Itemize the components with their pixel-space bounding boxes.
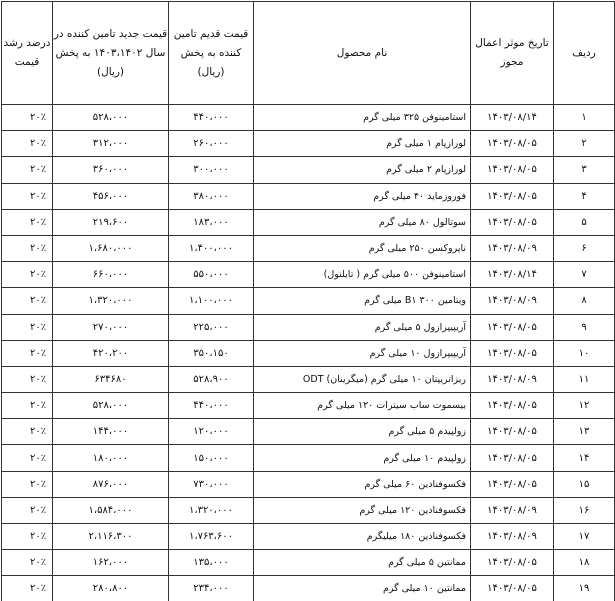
- cell-row-number: ۹: [554, 314, 615, 340]
- cell-old-price: ۱،۳۲۰،۰۰۰: [169, 497, 254, 523]
- cell-product-name: استامینوفن ۵۰۰ میلی گرم ( تایلنول): [254, 262, 471, 288]
- cell-effective-date: ۱۴۰۳/۰۸/۰۹: [471, 524, 554, 550]
- cell-old-price: ۳۰۰،۰۰۰: [169, 157, 254, 183]
- header-effective-date: تاریخ موثر اعمال مجوز: [471, 2, 554, 105]
- cell-product-name: فکسوفنادین ۶۰ میلی گرم: [254, 471, 471, 497]
- cell-row-number: ۱۲: [554, 393, 615, 419]
- cell-new-price: ۸۷۶،۰۰۰: [53, 471, 169, 497]
- cell-row-number: ۶: [554, 235, 615, 261]
- cell-growth: ۲۰٪: [2, 393, 53, 419]
- cell-old-price: ۱۵۰،۰۰۰: [169, 445, 254, 471]
- cell-product-name: زولپیدم ۱۰ میلی گرم: [254, 445, 471, 471]
- cell-new-price: ۴۵۶،۰۰۰: [53, 183, 169, 209]
- cell-new-price: ۳۱۲،۰۰۰: [53, 131, 169, 157]
- cell-old-price: ۷۳۰،۰۰۰: [169, 471, 254, 497]
- cell-new-price: ۲۱۹،۶۰۰: [53, 209, 169, 235]
- cell-product-name: آریپیپرازول ۱۰ میلی گرم: [254, 340, 471, 366]
- cell-row-number: ۱۸: [554, 550, 615, 576]
- cell-new-price: ۱۴۴،۰۰۰: [53, 419, 169, 445]
- table-row: [2, 131, 615, 157]
- cell-effective-date: ۱۴۰۳/۰۸/۰۵: [471, 157, 554, 183]
- cell-new-price: ۱،۶۸۰،۰۰۰: [53, 235, 169, 261]
- cell-growth: ۲۰٪: [2, 183, 53, 209]
- cell-old-price: ۱،۱۰۰،۰۰۰: [169, 288, 254, 314]
- header-growth: درصد رشد قیمت: [2, 2, 53, 105]
- table-row: [2, 157, 615, 183]
- header-product-name: نام محصول: [254, 2, 471, 105]
- cell-growth: ۲۰٪: [2, 550, 53, 576]
- cell-new-price: ۵۲۸،۰۰۰: [53, 393, 169, 419]
- cell-row-number: ۱۴: [554, 445, 615, 471]
- cell-old-price: ۱۸۳،۰۰۰: [169, 209, 254, 235]
- cell-old-price: ۵۵۰،۰۰۰: [169, 262, 254, 288]
- cell-effective-date: ۱۴۰۳/۰۸/۰۵: [471, 576, 554, 601]
- table-row: [2, 288, 615, 314]
- cell-product-name: لورازپام ۲ میلی گرم: [254, 157, 471, 183]
- cell-old-price: ۴۴۰،۰۰۰: [169, 393, 254, 419]
- header-row: [2, 2, 615, 105]
- cell-growth: ۲۰٪: [2, 524, 53, 550]
- cell-old-price: ۱،۷۶۳،۶۰۰: [169, 524, 254, 550]
- cell-old-price: ۱،۴۰۰،۰۰۰: [169, 235, 254, 261]
- cell-row-number: ۸: [554, 288, 615, 314]
- cell-growth: ۲۰٪: [2, 131, 53, 157]
- table-row: [2, 576, 615, 601]
- cell-product-name: فکسوفنادین ۱۲۰ میلی گرم: [254, 497, 471, 523]
- table-row: [2, 524, 615, 550]
- cell-growth: ۲۰٪: [2, 209, 53, 235]
- cell-old-price: ۴۴۰،۰۰۰: [169, 105, 254, 131]
- cell-new-price: ۳۶۰،۰۰۰: [53, 157, 169, 183]
- cell-effective-date: ۱۴۰۳/۰۸/۰۹: [471, 288, 554, 314]
- cell-effective-date: ۱۴۰۳/۰۸/۰۵: [471, 209, 554, 235]
- cell-effective-date: ۱۴۰۳/۰۸/۰۵: [471, 314, 554, 340]
- table-row: [2, 340, 615, 366]
- table-body: [2, 105, 615, 601]
- table-row: [2, 471, 615, 497]
- cell-old-price: ۲۲۵،۰۰۰: [169, 314, 254, 340]
- cell-row-number: ۴: [554, 183, 615, 209]
- cell-effective-date: ۱۴۰۳/۰۸/۰۵: [471, 183, 554, 209]
- cell-product-name: بیسموت ساب سیترات ۱۲۰ میلی گرم: [254, 393, 471, 419]
- cell-growth: ۲۰٪: [2, 105, 53, 131]
- cell-growth: ۲۰٪: [2, 157, 53, 183]
- cell-effective-date: ۱۴۰۳/۰۸/۱۴: [471, 262, 554, 288]
- cell-effective-date: ۱۴۰۳/۰۸/۱۴: [471, 105, 554, 131]
- cell-product-name: فوروزماید ۴۰ میلی گرم: [254, 183, 471, 209]
- table-row: [2, 209, 615, 235]
- cell-new-price: ۱۸۰،۰۰۰: [53, 445, 169, 471]
- table-row: [2, 445, 615, 471]
- table-row: [2, 235, 615, 261]
- cell-effective-date: ۱۴۰۳/۰۸/۰۹: [471, 497, 554, 523]
- cell-product-name: ویتامین B۱ ۳۰۰ میلی گرم: [254, 288, 471, 314]
- cell-growth: ۲۰٪: [2, 366, 53, 392]
- cell-growth: ۲۰٪: [2, 288, 53, 314]
- cell-effective-date: ۱۴۰۳/۰۸/۰۵: [471, 445, 554, 471]
- cell-product-name: ممانتین ۱۰ میلی گرم: [254, 576, 471, 601]
- cell-new-price: ۲۸۰،۸۰۰: [53, 576, 169, 601]
- cell-row-number: ۱۱: [554, 366, 615, 392]
- cell-effective-date: ۱۴۰۳/۰۸/۰۵: [471, 419, 554, 445]
- cell-old-price: ۳۵۰،۱۵۰: [169, 340, 254, 366]
- header-row-number: ردیف: [554, 2, 615, 105]
- cell-old-price: ۱۳۵،۰۰۰: [169, 550, 254, 576]
- cell-growth: ۲۰٪: [2, 340, 53, 366]
- cell-effective-date: ۱۴۰۳/۰۸/۰۵: [471, 393, 554, 419]
- header-new-price: قیمت جدید تامین کننده در سال ۱۴۰۳،۱۴۰۲ به پخش (ریال): [53, 2, 169, 105]
- cell-growth: ۲۰٪: [2, 576, 53, 601]
- cell-old-price: ۳۸۰،۰۰۰: [169, 183, 254, 209]
- cell-effective-date: ۱۴۰۳/۰۸/۰۹: [471, 366, 554, 392]
- table-row: [2, 550, 615, 576]
- cell-row-number: ۱۳: [554, 419, 615, 445]
- cell-new-price: ۶۳۴۶۸۰: [53, 366, 169, 392]
- cell-old-price: ۲۶۰،۰۰۰: [169, 131, 254, 157]
- cell-row-number: ۱۰: [554, 340, 615, 366]
- table-row: [2, 183, 615, 209]
- cell-effective-date: ۱۴۰۳/۰۸/۰۵: [471, 471, 554, 497]
- cell-product-name: زولپیدم ۵ میلی گرم: [254, 419, 471, 445]
- cell-growth: ۲۰٪: [2, 314, 53, 340]
- cell-new-price: ۱،۳۲۰،۰۰۰: [53, 288, 169, 314]
- cell-growth: ۲۰٪: [2, 419, 53, 445]
- cell-row-number: ۵: [554, 209, 615, 235]
- header-old-price: قیمت قدیم تامین کننده به پخش (ریال): [169, 2, 254, 105]
- cell-product-name: فکسوفنادین ۱۸۰ میلیگرم: [254, 524, 471, 550]
- table-row: [2, 497, 615, 523]
- cell-new-price: ۱۶۲،۰۰۰: [53, 550, 169, 576]
- table-row: [2, 262, 615, 288]
- cell-product-name: ناپروکسن ۲۵۰ میلی گرم: [254, 235, 471, 261]
- cell-old-price: ۲۳۴،۰۰۰: [169, 576, 254, 601]
- cell-product-name: ممانتین ۵ میلی گرم: [254, 550, 471, 576]
- cell-effective-date: ۱۴۰۳/۰۸/۰۵: [471, 131, 554, 157]
- cell-new-price: ۱،۵۸۴،۰۰۰: [53, 497, 169, 523]
- table-row: [2, 366, 615, 392]
- price-table: [1, 1, 615, 601]
- cell-growth: ۲۰٪: [2, 235, 53, 261]
- cell-product-name: ریزاتریپتان ۱۰ میلی گرم (میگرینان) ODT: [254, 366, 471, 392]
- cell-row-number: ۱۹: [554, 576, 615, 601]
- cell-product-name: استامینوفن ۳۲۵ میلی گرم: [254, 105, 471, 131]
- cell-effective-date: ۱۴۰۳/۰۸/۰۵: [471, 340, 554, 366]
- cell-growth: ۲۰٪: [2, 497, 53, 523]
- cell-new-price: ۶۶۰،۰۰۰: [53, 262, 169, 288]
- table-row: [2, 314, 615, 340]
- cell-row-number: ۱۶: [554, 497, 615, 523]
- cell-new-price: ۵۲۸،۰۰۰: [53, 105, 169, 131]
- cell-product-name: آریپیپرازول ۵ میلی گرم: [254, 314, 471, 340]
- cell-growth: ۲۰٪: [2, 262, 53, 288]
- table-row: [2, 393, 615, 419]
- cell-product-name: لورازپام ۱ میلی گرم: [254, 131, 471, 157]
- table-header: [2, 2, 615, 105]
- cell-row-number: ۱: [554, 105, 615, 131]
- cell-new-price: ۴۲۰،۲۰۰: [53, 340, 169, 366]
- cell-row-number: ۳: [554, 157, 615, 183]
- cell-growth: ۲۰٪: [2, 471, 53, 497]
- cell-effective-date: ۱۴۰۳/۰۸/۰۵: [471, 550, 554, 576]
- cell-product-name: سوتالول ۸۰ میلی گرم: [254, 209, 471, 235]
- table-row: [2, 419, 615, 445]
- table-row: [2, 105, 615, 131]
- cell-old-price: ۱۲۰،۰۰۰: [169, 419, 254, 445]
- cell-row-number: ۷: [554, 262, 615, 288]
- cell-row-number: ۱۵: [554, 471, 615, 497]
- cell-row-number: ۲: [554, 131, 615, 157]
- cell-new-price: ۲۷۰،۰۰۰: [53, 314, 169, 340]
- cell-new-price: ۲،۱۱۶،۳۰۰: [53, 524, 169, 550]
- cell-effective-date: ۱۴۰۳/۰۸/۰۹: [471, 235, 554, 261]
- cell-growth: ۲۰٪: [2, 445, 53, 471]
- cell-old-price: ۵۲۸،۹۰۰: [169, 366, 254, 392]
- cell-row-number: ۱۷: [554, 524, 615, 550]
